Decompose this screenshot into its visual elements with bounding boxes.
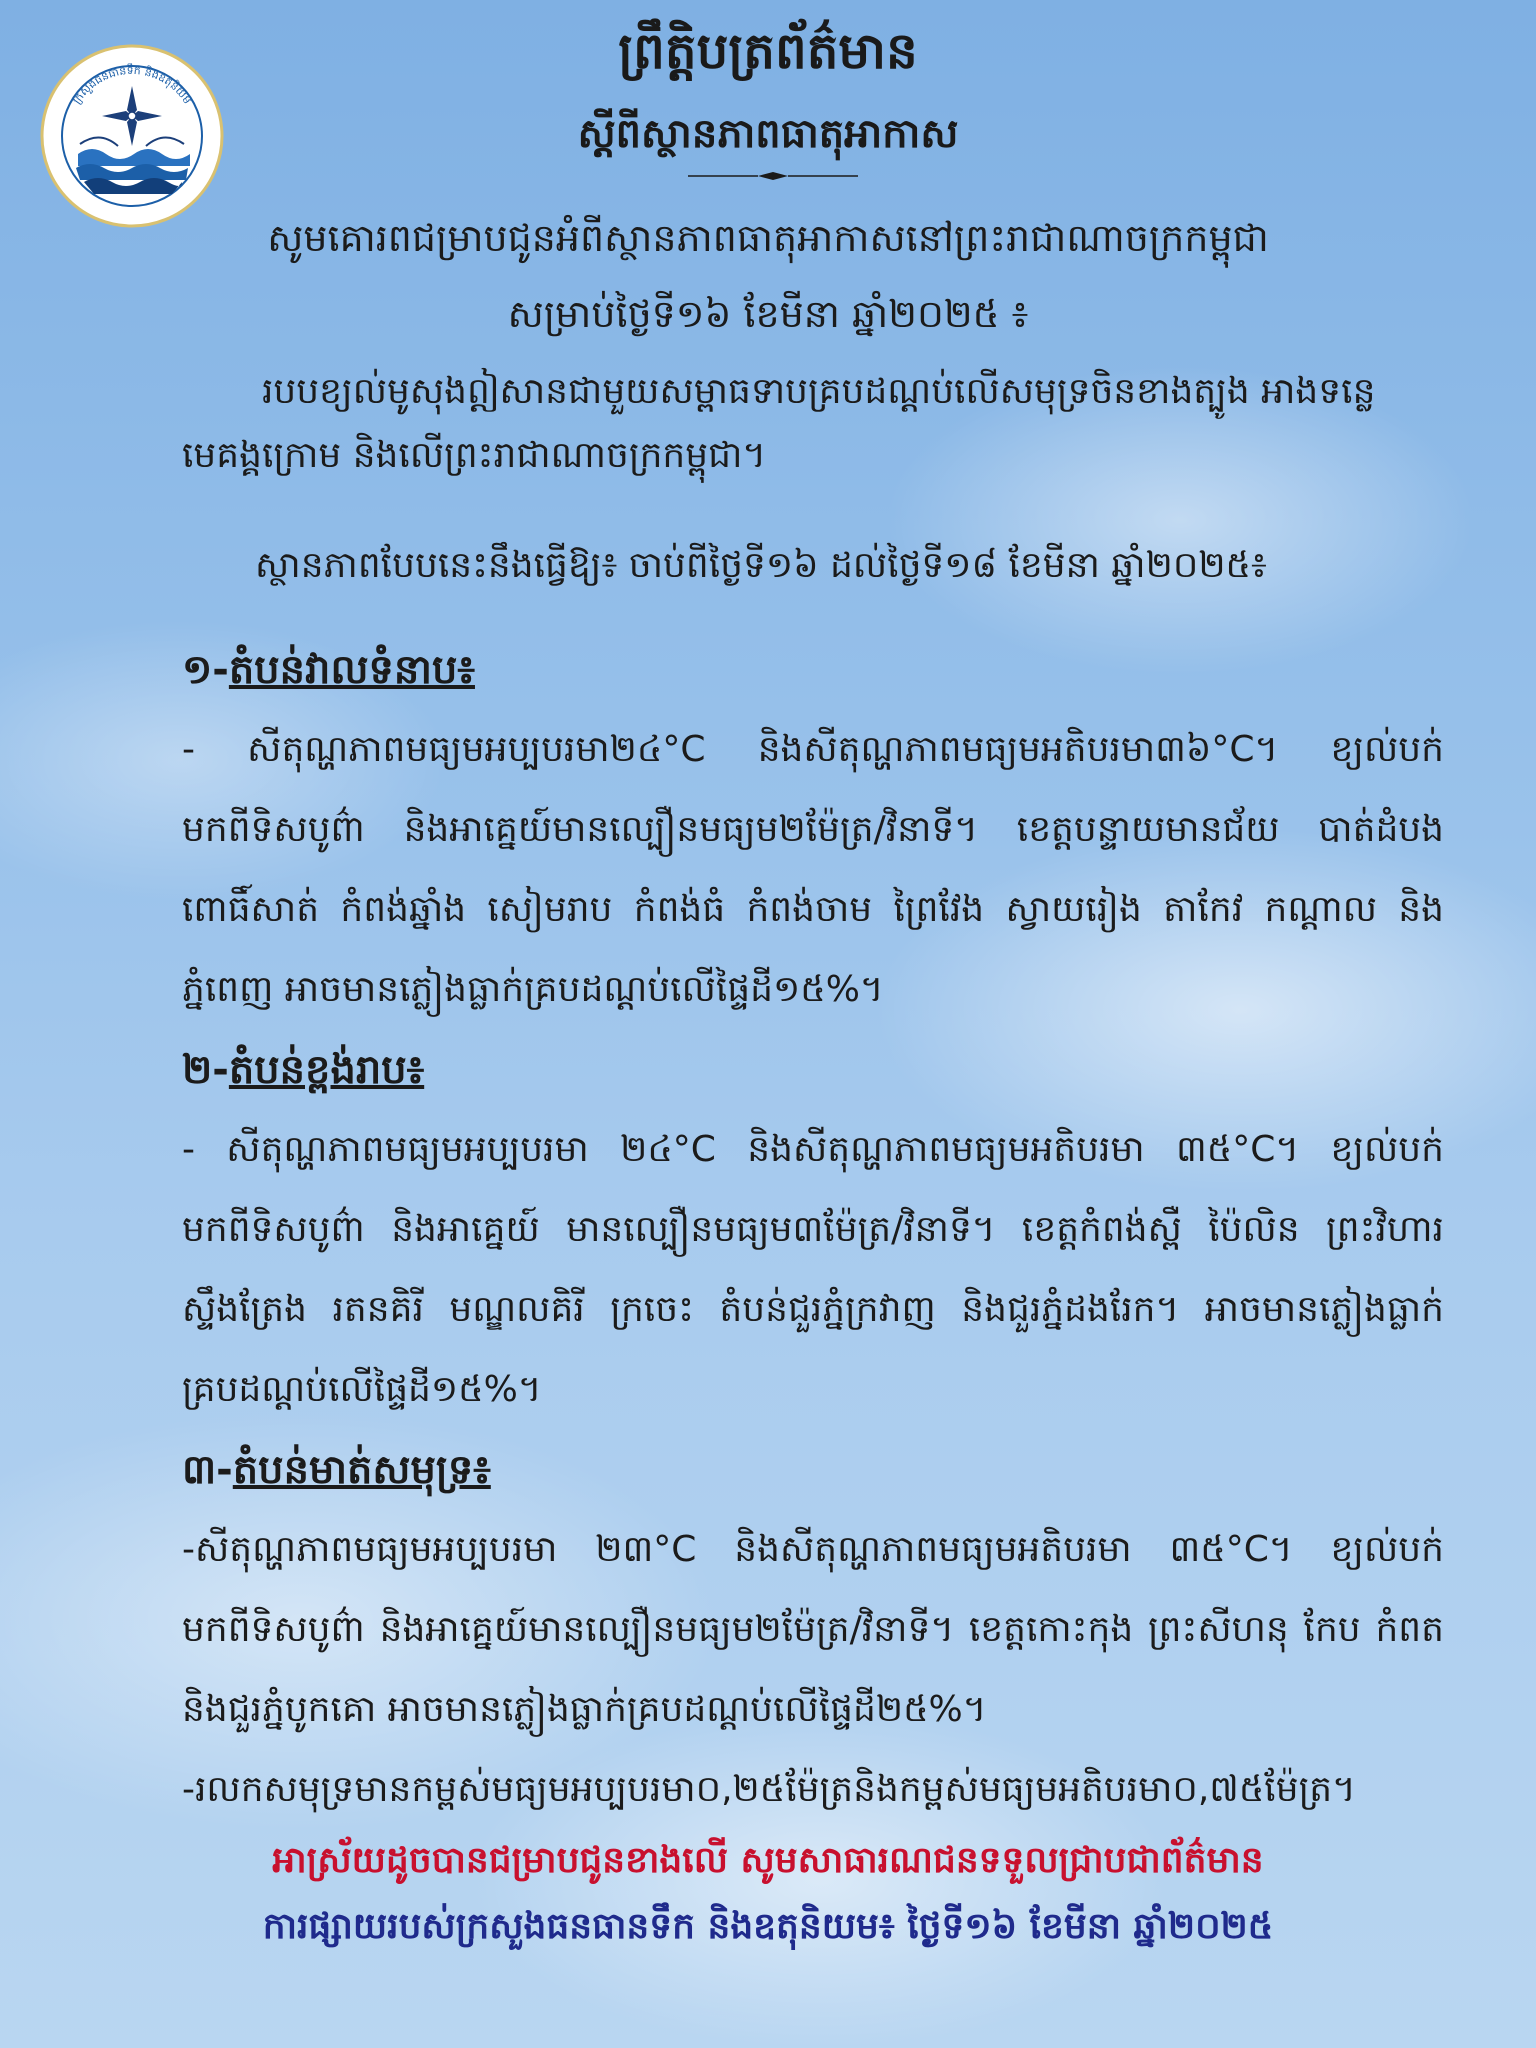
intro-line-2: សម្រាប់ថ្ងៃទី១៦ ខែមីនា ឆ្នាំ២០២៥ ៖ (507, 292, 1029, 336)
section-body-lowland: - សីតុណ្ហភាពមធ្យមអប្បបរមា២៤°C និងសីតុណ្ហភាពមធ្យមអតិបរមា៣៦°C។ ខ្យល់បក់មកពីទិសបូព៌ា និងអាគ្នេយ៍មានល្បឿនមធ្យម២ម៉ែត្រ/វិនាទី។ ខេត្តបន្ទាយមានជ័យ បាត់ដំបង ពោធិ៍សាត់ កំពង់ឆ្នាំង សៀមរាប កំពង់ធំ កំពង់ចាម ព្រៃវែង ស្វាយរៀង តាកែវ កណ្តាល និងភ្នំពេញ អាចមានភ្លៀងធ្លាក់គ្របដណ្តប់លើផ្ទៃដី១៥%។ (182, 729, 1444, 1010)
intro-text (180, 200, 1356, 352)
summary-paragraph-1: របបខ្យល់មូសុងឦសានជាមួយសម្ពាធទាបគ្របដណ្តប់លើសមុទ្រចិនខាងត្បូង អាងទន្លេមេគង្គក្រោម និងលើព្រះរាជាណាចក្រកម្ពុជា។ (182, 371, 1376, 476)
coastal-wave-text: -រលកសមុទ្រមានកម្ពស់មធ្យមអប្បបរមា០,២៥ម៉ែត្រនិងកម្ពស់មធ្យមអតិបរមា០,៧៥ម៉ែត្រ។ (182, 1769, 1356, 1810)
footer-notice: អាស្រ័យដូចបានជម្រាបជូនខាងលើ សូមសាធារណជនទទួលជ្រាបជាព័ត៌មាន (272, 1840, 1264, 1881)
ornament-divider (688, 172, 858, 180)
summary-paragraph-2: ស្ថានភាពបែបនេះនឹងធ្វើឱ្យ៖ ចាប់ពីថ្ងៃទី១៦ ដល់ថ្ងៃទី១៨ ខែមីនា ឆ្នាំ២០២៥៖ (255, 545, 1267, 586)
section-number: ៣- (182, 1447, 233, 1493)
intro-line-1: សូមគោរពជម្រាបជូនអំពីស្ថានភាពធាតុអាកាសនៅព្រះរាជាណាចក្រកម្ពុជា (267, 216, 1269, 260)
section-title: តំបន់ខ្ពង់រាប៖ (228, 1047, 425, 1093)
logo-text-top: ក្រសួងធនធានទឹក និងឧតុនិយម (70, 63, 194, 107)
bulletin-title: ព្រឹត្តិបត្រព័ត៌មាន (618, 22, 918, 80)
section-title: តំបន់វាលទំនាប៖ (228, 647, 475, 693)
section-heading-plateau (182, 1040, 424, 1100)
section-number: ២- (182, 1047, 229, 1093)
section-body-coastal (182, 1510, 1444, 1830)
footer-source: ការផ្សាយរបស់ក្រសួងធនធានទឹក និងឧតុនិយម៖ ថ្ងៃទី១៦ ខែមីនា ឆ្នាំ២០២៥ (262, 1906, 1274, 1947)
section-heading-lowland (182, 640, 475, 700)
section-number: ១- (182, 647, 229, 693)
section-title: តំបន់មាត់សមុទ្រ៖ (232, 1447, 491, 1493)
section-body-plateau: - សីតុណ្ហភាពមធ្យមអប្បបរមា ២៤°C និងសីតុណ្ហភាពមធ្យមអតិបរមា ៣៥°C។ ខ្យល់បក់មកពីទិសបូព៌ា និងអាគ្នេយ៍ មានល្បឿនមធ្យម៣ម៉ែត្រ/វិនាទី។ ខេត្តកំពង់ស្ពឺ ប៉ៃលិន ព្រះវិហារ ស្ទឹងត្រែង រតនគិរី មណ្ឌលគិរី ក្រចេះ តំបន់ជួរភ្នំក្រវាញ និងជួរភ្នំដងរែក។ អាចមានភ្លៀងធ្លាក់គ្របដណ្តប់លើផ្ទៃដី១៥%។ (182, 1129, 1444, 1410)
bulletin-subtitle: ស្តីពីស្ថានភាពធាតុអាកាស (577, 111, 959, 157)
coastal-weather-text: -សីតុណ្ហភាពមធ្យមអប្បបរមា ២៣°C និងសីតុណ្ហភាពមធ្យមអតិបរមា ៣៥°C។ ខ្យល់បក់មកពីទិសបូព៌ា និងអាគ្នេយ៍មានល្បឿនមធ្យម២ម៉ែត្រ/វិនាទី។ ខេត្តកោះកុង ព្រះសីហនុ កែប កំពត និងជួរភ្នំបូកគោ អាចមានភ្លៀងធ្លាក់គ្របដណ្តប់លើផ្ទៃដី២៥%។ (182, 1529, 1444, 1730)
section-heading-coastal (182, 1440, 491, 1500)
